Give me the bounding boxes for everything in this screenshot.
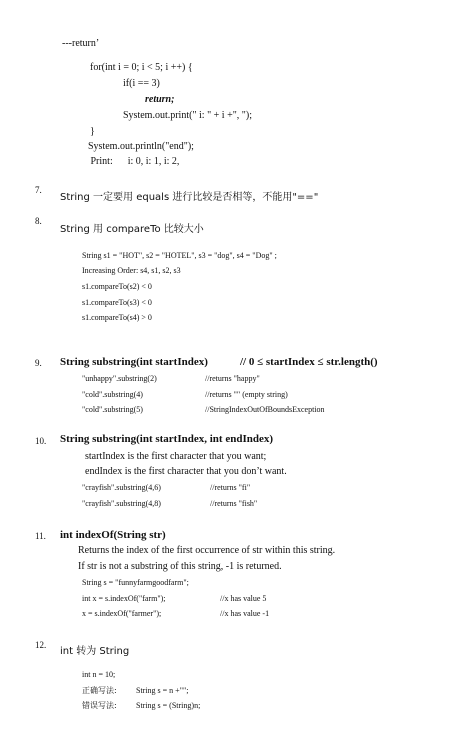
print-output: Print: i: 0, i: 1, i: 2,: [88, 156, 180, 167]
section-8-title: String 用 compareTo 比较大小: [60, 224, 204, 235]
section-7-text: String 一定要用 equals 进行比较是否相等，不能用"==": [60, 192, 319, 203]
section-number: 12.: [35, 640, 47, 650]
section-number: 9.: [35, 358, 42, 368]
correct-label: 正确写法:: [82, 686, 117, 695]
example-comment: //StringIndexOutOfBoundsException: [205, 405, 325, 414]
code-line: for(int i = 0; i < 5; i ++) {: [90, 62, 193, 73]
method-signature: int indexOf(String str): [60, 529, 166, 541]
section-number: 8.: [35, 216, 42, 226]
description-line: Returns the index of the first occurrence of str within this string.: [78, 545, 336, 556]
code-line: s1.compareTo(s3) < 0: [82, 298, 152, 307]
code-line: System.out.println("end");: [88, 141, 194, 152]
code-line: if(i == 3): [123, 78, 160, 89]
example-comment: //x has value 5: [220, 594, 267, 603]
correct-code: String s = n +"";: [136, 686, 189, 695]
code-line: }: [90, 126, 95, 137]
section-12-title: int 转为 String: [60, 646, 130, 657]
method-signature: String substring(int startIndex): [60, 356, 208, 368]
example-code: int x = s.indexOf("farm");: [82, 594, 166, 603]
example-code: x = s.indexOf("farmer");: [82, 609, 162, 618]
section-number: 11.: [35, 531, 46, 541]
method-signature: String substring(int startIndex, int endIndex): [60, 433, 274, 445]
code-line: int n = 10;: [82, 670, 116, 679]
description-line: endIndex is the first character that you don’t want.: [85, 466, 287, 477]
section-number: 10.: [35, 436, 47, 446]
example-comment: //x has value -1: [220, 609, 270, 618]
description-line: If str is not a substring of this string, -1 is returned.: [78, 561, 282, 572]
example-code: "crayfish".substring(4,8): [82, 499, 161, 508]
example-code: String s = "funnyfarmgoodfarm";: [82, 578, 189, 587]
example-comment: //returns "" (empty string): [205, 390, 288, 399]
example-comment: //returns "happy": [205, 374, 260, 383]
example-code: "crayfish".substring(4,6): [82, 483, 161, 492]
wrong-label: 错误写法:: [82, 701, 117, 710]
return-intro: ---return’: [62, 38, 100, 49]
code-line: s1.compareTo(s4) > 0: [82, 313, 152, 322]
code-line: String s1 = "HOT", s2 = "HOTEL", s3 = "dog", s4 = "Dog" ;: [82, 251, 277, 260]
section-number: 7.: [35, 185, 42, 195]
code-line: s1.compareTo(s2) < 0: [82, 282, 152, 291]
example-comment: //returns "fish": [210, 499, 258, 508]
code-line: System.out.print(" i: " + i +", ");: [123, 110, 252, 121]
example-code: "cold".substring(5): [82, 405, 143, 414]
wrong-code: String s = (String)n;: [136, 701, 201, 710]
example-code: "unhappy".substring(2): [82, 374, 157, 383]
index-condition: // 0 ≤ startIndex ≤ str.length(): [240, 356, 378, 368]
example-comment: //returns "fi": [210, 483, 251, 492]
description-line: startIndex is the first character that you want;: [85, 451, 267, 462]
code-line: return;: [145, 94, 175, 105]
code-line: Increasing Order: s4, s1, s2, s3: [82, 266, 181, 275]
example-code: "cold".substring(4): [82, 390, 143, 399]
